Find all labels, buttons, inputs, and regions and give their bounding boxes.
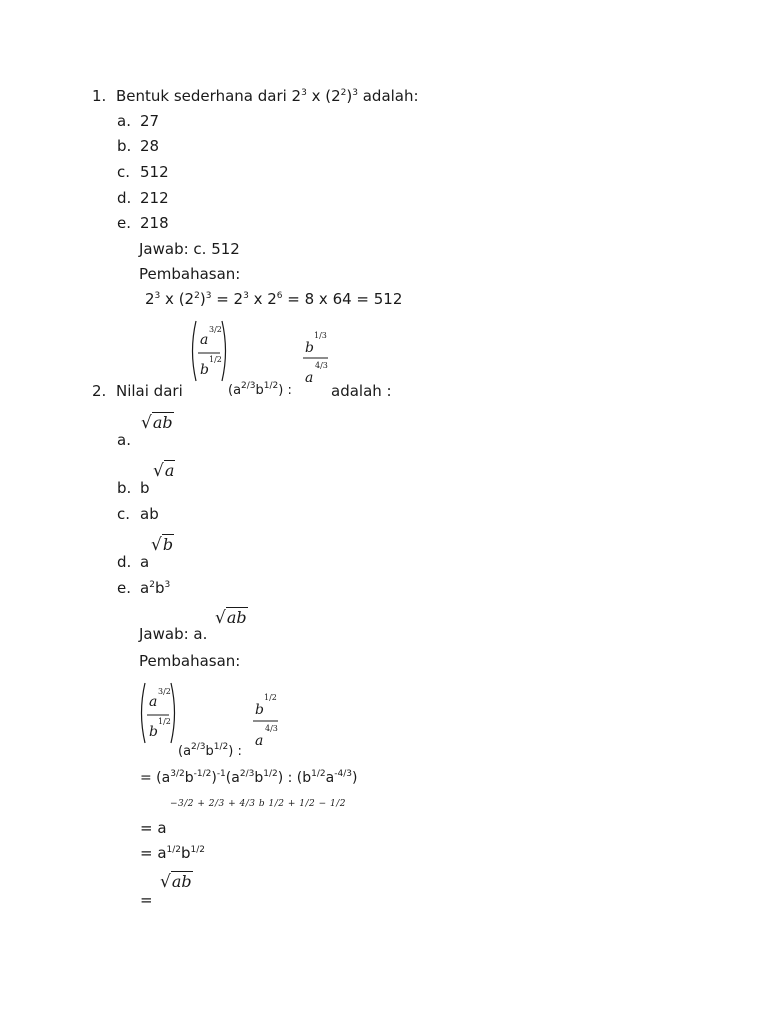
q1-number: 1. (92, 87, 107, 105)
q2-step-2-exponent: −3/2 + 2/3 + 4/3 b 1/2 + 1/2 − 1/2 (170, 799, 346, 809)
svg-text:b: b (255, 702, 264, 718)
q2-option-d-root: √b (151, 535, 174, 555)
q2-step-4-root: √ab (160, 872, 192, 892)
q1-option-a-letter: a. (117, 112, 131, 130)
q2-option-c: ab (140, 505, 159, 523)
q1-option-d: 212 (140, 189, 169, 207)
q1-option-d-letter: d. (117, 189, 132, 207)
q2-middle-term: $(a^{2/3}b^{1/2})$ : (228, 381, 292, 398)
q2-explanation-matrix (137, 680, 179, 746)
q1-option-b: 28 (140, 137, 160, 155)
q2-option-e: $a^2b^3$ (140, 579, 171, 597)
q2-text-prefix: Nilai dari (116, 382, 183, 400)
svg-text:b: b (305, 340, 314, 356)
q2-option-b-root: √a (153, 461, 175, 481)
svg-text:a: a (255, 733, 264, 749)
svg-text:b: b (149, 724, 158, 740)
q2-option-b-prefix: b (140, 479, 150, 497)
q1-answer: Jawab: c. 512 (139, 240, 240, 258)
svg-text:4/3: 4/3 (315, 361, 328, 370)
q1-option-a: 27 (140, 112, 160, 130)
svg-text:b: b (200, 362, 209, 378)
q2-answer: Jawab: a. (139, 625, 208, 643)
q2-matrix-expression (188, 318, 230, 384)
svg-text:1/2: 1/2 (209, 355, 222, 364)
q2-explanation-label: Pembahasan: (139, 652, 241, 670)
q1-calculation: $2^3$ x $(2^2)^3 = 2^3$ x $2^6 = 8$ x 64 = 512 (145, 290, 403, 308)
q1-text: Bentuk sederhana dari $2^3$ x $(2^2)^3$ adalah: (116, 87, 419, 105)
svg-text:3/2: 3/2 (209, 325, 222, 334)
q2-step-4: = (140, 891, 153, 909)
q2-number: 2. (92, 382, 107, 400)
svg-text:1/3: 1/3 (314, 331, 327, 340)
q2-option-c-letter: c. (117, 505, 131, 523)
q1-explanation-label: Pembahasan: (139, 265, 241, 283)
svg-text:1/2: 1/2 (158, 717, 171, 726)
svg-text:a: a (200, 332, 209, 348)
q2-option-d-prefix: a (140, 553, 150, 571)
q2-step-3: = $a^{1/2}b^{1/2}$ (140, 844, 206, 862)
svg-text:a: a (149, 694, 158, 710)
q1-option-b-letter: b. (117, 137, 132, 155)
svg-text:3/2: 3/2 (158, 687, 171, 696)
q2-answer-root: √ab (215, 608, 247, 628)
q1-option-e-letter: e. (117, 214, 131, 232)
q2-option-a-root: √ab (141, 413, 173, 433)
q1-option-c: 512 (140, 163, 169, 181)
q2-explanation-fraction (250, 688, 284, 750)
q2-fraction-expression (300, 324, 334, 386)
q2-step-1: = $(a^{3/2}b^{-1/2})^{-1}(a^{2/3}b^{1/2})$ : $(b^{1/2}a^{-4/3})$ (140, 769, 358, 786)
q2-option-b-letter: b. (117, 479, 132, 497)
q2-option-a-letter: a. (117, 431, 131, 449)
q2-step-2: = a (140, 819, 167, 837)
svg-text:4/3: 4/3 (265, 724, 278, 733)
q1-option-c-letter: c. (117, 163, 131, 181)
svg-text:a: a (305, 370, 314, 386)
q2-option-e-letter: e. (117, 579, 131, 597)
q1-option-e: 218 (140, 214, 169, 232)
svg-text:1/2: 1/2 (264, 693, 277, 702)
q2-explanation-middle: $(a^{2/3}b^{1/2})$ : (178, 742, 242, 759)
q2-option-d-letter: d. (117, 553, 132, 571)
q2-text-suffix: adalah : (331, 382, 392, 400)
